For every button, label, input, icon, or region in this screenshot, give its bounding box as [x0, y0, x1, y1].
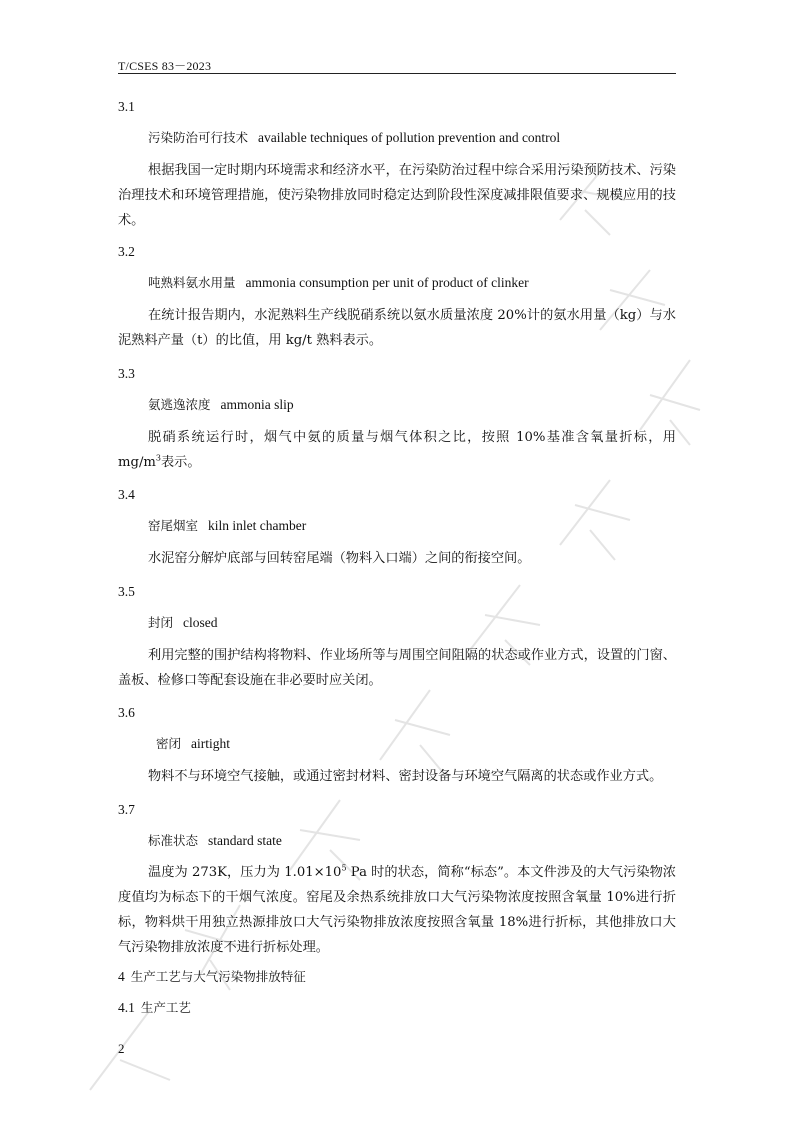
clause-number: 3.6: [118, 705, 135, 720]
term-english: kiln inlet chamber: [208, 518, 307, 533]
term-english: ammonia slip: [220, 397, 294, 412]
term-chinese: 封闭: [148, 615, 174, 630]
subsection-heading: [118, 998, 676, 1018]
term-definition: [118, 860, 676, 960]
term-english: standard state: [208, 833, 282, 848]
clause-number: 3.3: [118, 366, 135, 381]
term-heading: [148, 613, 706, 634]
term-english: closed: [183, 615, 218, 630]
term-heading: [156, 734, 714, 755]
section-heading: [118, 967, 676, 987]
term-chinese: 污染防治可行技术: [148, 130, 249, 145]
subsection-title: 生产工艺: [140, 1000, 191, 1015]
term-definition: 水泥窑分解炉底部与回转窑尾端（物料入口端）之间的衔接空间。: [148, 551, 531, 566]
superscript: 3: [155, 453, 161, 463]
clause-number: 3.4: [118, 487, 135, 502]
term-heading: [148, 516, 706, 537]
definition-text: 脱硝系统运行时，烟气中氨的质量与烟气体积之比，按照 10%基准含氧量折标，用 mg/m: [118, 430, 676, 470]
clause-number: 3.2: [118, 244, 135, 259]
term-definition: 物料不与环境空气接触，或通过密封材料、密封设备与环境空气隔离的状态或作业方式。: [148, 769, 663, 784]
term-definition: 在统计报告期内，水泥熟料生产线脱硝系统以氨水质量浓度 20%计的氨水用量（kg）与水泥熟料产量（t）的比值，用 kg/t 熟料表示。: [118, 308, 676, 348]
term-definition: 根据我国一定时期内环境需求和经济水平，在污染防治过程中综合采用污染预防技术、污染治理技术和环境管理措施，使污染物排放同时稳定达到阶段性深度减排限值要求、规模应用的技术。: [118, 163, 676, 228]
page-number: 2: [118, 1041, 125, 1056]
definition-text: 表示。: [161, 455, 201, 470]
term-chinese: 窑尾烟室: [148, 518, 199, 533]
section-title: 生产工艺与大气污染物排放特征: [130, 969, 306, 984]
term-chinese: 吨熟料氨水用量: [148, 275, 236, 290]
standard-number: T/CSES 83－2023: [118, 59, 212, 73]
term-english: ammonia consumption per unit of product of clinker: [245, 275, 529, 290]
section-number: 4: [118, 969, 125, 984]
term-chinese: 标准状态: [148, 833, 199, 848]
subsection-number: 4.1: [118, 1000, 135, 1015]
term-definition: [118, 425, 676, 475]
term-english: airtight: [191, 736, 231, 751]
term-heading: [148, 395, 706, 416]
clause-number: 3.7: [118, 802, 135, 817]
header-divider: [118, 73, 676, 74]
term-chinese: 氨逃逸浓度: [148, 397, 211, 412]
definition-text: Pa 时的状态，简称“标态”。本文件涉及的大气污染物浓度值均为标态下的干烟气浓度。窑尾及余热系统排放口大气污染物浓度按照含氧量 10%进行折标，物料烘干用独立热源排放口大气污染物排放浓度按照含氧量 18%进行折标，其他排放口大气污染物排放浓度不进行折标处理。: [118, 865, 676, 955]
term-english: available techniques of pollution prevention and control: [258, 130, 561, 145]
term-chinese: 密闭: [156, 736, 182, 751]
definition-text: 温度为 273K，压力为 1.01×10: [148, 865, 342, 880]
term-heading: [148, 831, 706, 852]
clause-number: 3.1: [118, 99, 135, 114]
term-definition: 利用完整的围护结构将物料、作业场所等与周围空间阻隔的状态或作业方式，设置的门窗、盖板、检修口等配套设施在非必要时应关闭。: [118, 648, 676, 688]
superscript: 5: [341, 863, 347, 873]
term-heading: [148, 128, 706, 149]
term-heading: [148, 273, 706, 294]
clause-number: 3.5: [118, 584, 135, 599]
